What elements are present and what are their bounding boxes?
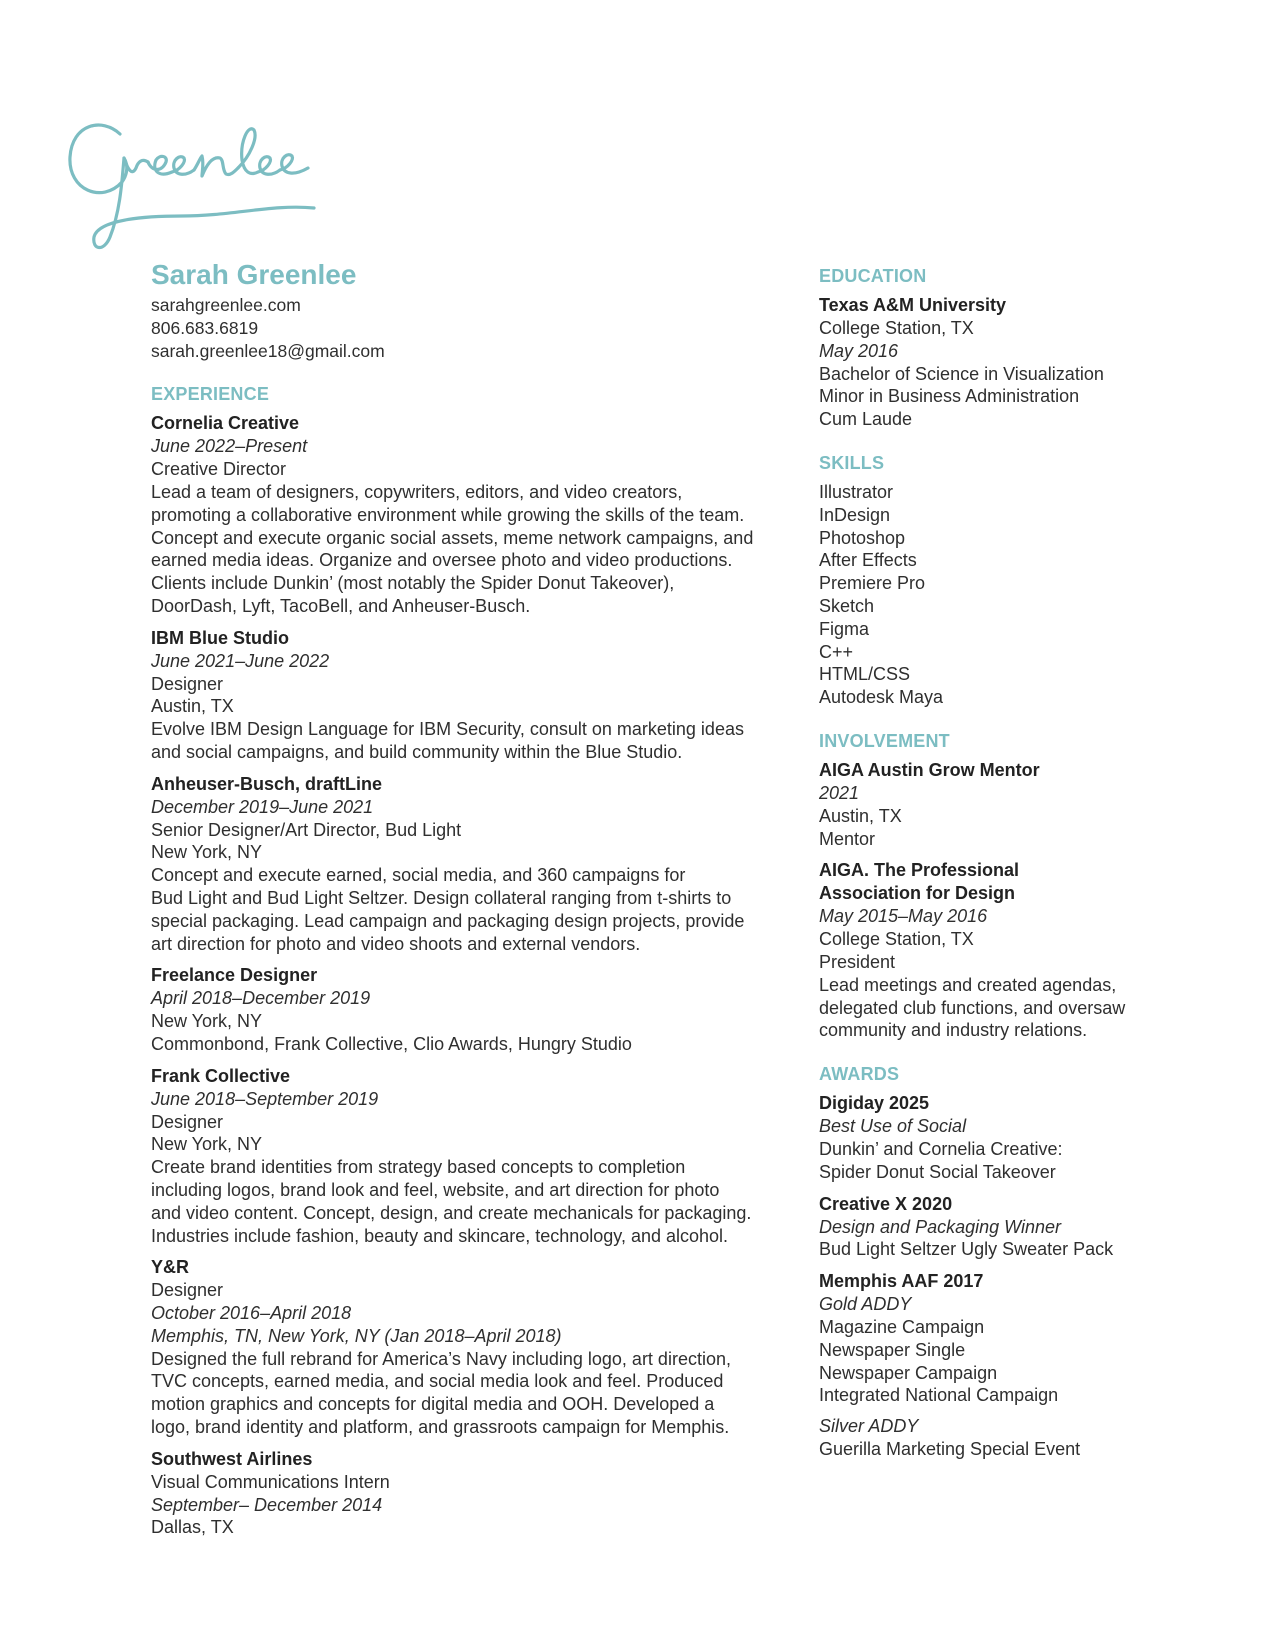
awards-heading: AWARDS bbox=[819, 1064, 900, 1085]
entry-line: C++ bbox=[819, 641, 854, 662]
education-section bbox=[819, 264, 1239, 431]
entry-line: promoting a collaborative environment while growing the skills of the team. bbox=[151, 504, 745, 525]
entry-line: Designer bbox=[151, 1280, 224, 1301]
entry-line: Newspaper Campaign bbox=[819, 1362, 998, 1383]
entry-line: Create brand identities from strategy based concepts to completion bbox=[151, 1157, 686, 1178]
entry-line: and social campaigns, and build community within the Blue Studio. bbox=[151, 741, 683, 762]
entry-line: special packaging. Lead campaign and packaging design projects, provide bbox=[151, 910, 745, 931]
entry-line: Sketch bbox=[819, 595, 875, 616]
entry-line: May 2015–May 2016 bbox=[819, 906, 988, 927]
awards-section bbox=[819, 1062, 1239, 1461]
entry-line: Newspaper Single bbox=[819, 1339, 966, 1360]
entry-line: Austin, TX bbox=[151, 696, 234, 717]
entry-line: New York, NY bbox=[151, 842, 263, 863]
skills-section bbox=[819, 451, 1239, 709]
spacer bbox=[819, 1407, 1239, 1415]
experience-section bbox=[151, 382, 811, 1539]
entry-title: IBM Blue Studio bbox=[151, 627, 289, 648]
entry-line: community and industry relations. bbox=[819, 1020, 1088, 1041]
contact-info bbox=[151, 294, 811, 362]
entry-line: Concept and execute earned, social media, and 360 campaigns for bbox=[151, 865, 686, 886]
entry-line: logo, brand identity and platform, and grassroots campaign for Memphis. bbox=[151, 1417, 730, 1438]
entry-line: Creative Director bbox=[151, 459, 287, 480]
entry-title: Digiday 2025 bbox=[819, 1093, 930, 1114]
entry-line: Memphis, TN, New York, NY (Jan 2018–April 2018) bbox=[151, 1325, 562, 1346]
experience-entry bbox=[151, 1448, 811, 1539]
experience-entry bbox=[151, 964, 811, 1055]
entry-line: New York, NY bbox=[151, 1134, 263, 1155]
entry-line: motion graphics and concepts for digital media and OOH. Developed a bbox=[151, 1394, 715, 1415]
education-entry bbox=[819, 294, 1239, 431]
entry-line: art direction for photo and video shoots and external vendors. bbox=[151, 933, 641, 954]
entry-title: Frank Collective bbox=[151, 1065, 291, 1086]
experience-heading: EXPERIENCE bbox=[151, 384, 270, 405]
website-link[interactable]: sarahgreenlee.com bbox=[151, 295, 301, 315]
entry-line: College Station, TX bbox=[819, 318, 974, 338]
email-link[interactable]: sarah.greenlee18@gmail.com bbox=[151, 340, 385, 361]
entry-line: InDesign bbox=[819, 504, 891, 525]
entry-line: Commonbond, Frank Collective, Clio Awards, Hungry Studio bbox=[151, 1033, 632, 1054]
experience-entry bbox=[151, 627, 811, 764]
entry-line: Integrated National Campaign bbox=[819, 1385, 1059, 1406]
entry-line: Dunkin’ and Cornelia Creative: bbox=[819, 1138, 1063, 1159]
entry-title: Anheuser-Busch, draftLine bbox=[151, 773, 383, 794]
entry-line: Visual Communications Intern bbox=[151, 1471, 390, 1492]
entry-title: Y&R bbox=[151, 1257, 190, 1278]
entry-title: Memphis AAF 2017 bbox=[819, 1271, 984, 1292]
entry-line: After Effects bbox=[819, 550, 917, 571]
entry-line: Figma bbox=[819, 618, 870, 639]
entry-title: Creative X 2020 bbox=[819, 1193, 953, 1214]
entry-line: June 2018–September 2019 bbox=[151, 1088, 379, 1109]
education-heading: EDUCATION bbox=[819, 266, 927, 286]
entry-line: Design and Packaging Winner bbox=[819, 1216, 1061, 1237]
left-column bbox=[151, 258, 811, 1548]
entry-line: Bud Light and Bud Light Seltzer. Design collateral ranging from t-shirts to bbox=[151, 887, 732, 908]
entry-line: TVC concepts, earned media, and social media look and feel. Produced bbox=[151, 1371, 724, 1392]
entry-line: Spider Donut Social Takeover bbox=[819, 1161, 1056, 1182]
entry-line: October 2016–April 2018 bbox=[151, 1303, 352, 1324]
entry-line: earned media ideas. Organize and oversee photo and video productions. bbox=[151, 550, 733, 571]
entry-line: Lead meetings and created agendas, bbox=[819, 974, 1117, 995]
entry-line: including logos, brand look and feel, website, and art direction for photo bbox=[151, 1179, 720, 1200]
skills-entry bbox=[819, 481, 1239, 709]
entry-line: 2021 bbox=[819, 782, 860, 803]
entry-line: Bud Light Seltzer Ugly Sweater Pack bbox=[819, 1239, 1114, 1260]
entry-line: President bbox=[819, 951, 896, 972]
entry-line: Bachelor of Science in Visualization bbox=[819, 363, 1104, 384]
experience-entry bbox=[151, 773, 811, 956]
entry-line: Mentor bbox=[819, 828, 876, 849]
entry-line: HTML/CSS bbox=[819, 664, 911, 685]
involvement-heading: INVOLVEMENT bbox=[819, 730, 950, 751]
experience-entry bbox=[151, 1065, 811, 1248]
entry-line: Dallas, TX bbox=[151, 1517, 234, 1538]
entry-title: Southwest Airlines bbox=[151, 1448, 313, 1469]
entry-line: Silver ADDY bbox=[819, 1416, 919, 1437]
entry-line: DoorDash, Lyft, TacoBell, and Anheuser-Busch. bbox=[151, 595, 531, 616]
entry-line: April 2018–December 2019 bbox=[151, 988, 371, 1009]
awards-entry bbox=[819, 1193, 1239, 1262]
greenlee-script-logo bbox=[62, 112, 337, 262]
entry-line: Photoshop bbox=[819, 527, 906, 548]
entry-line: Designer bbox=[151, 673, 224, 694]
entry-line: delegated club functions, and oversaw bbox=[819, 997, 1126, 1018]
entry-line: Senior Designer/Art Director, Bud Light bbox=[151, 819, 462, 840]
entry-line: December 2019–June 2021 bbox=[151, 796, 374, 817]
candidate-name: Sarah Greenlee bbox=[151, 259, 357, 290]
entry-line: Best Use of Social bbox=[819, 1116, 967, 1137]
awards-entry bbox=[819, 1270, 1239, 1461]
entry-line: Concept and execute organic social assets, meme network campaigns, and bbox=[151, 527, 754, 548]
entry-line: College Station, TX bbox=[819, 929, 974, 950]
awards-entry bbox=[819, 1092, 1239, 1183]
experience-entry bbox=[151, 412, 811, 617]
entry-line: Premiere Pro bbox=[819, 573, 926, 594]
entry-title: AIGA. The Professional Association for Design bbox=[819, 860, 1020, 904]
involvement-entry bbox=[819, 859, 1239, 1042]
entry-line: June 2022–Present bbox=[151, 436, 308, 457]
entry-line: Clients include Dunkin’ (most notably the Spider Donut Takeover), bbox=[151, 573, 675, 594]
involvement-section bbox=[819, 729, 1239, 1042]
entry-line: Illustrator bbox=[819, 481, 894, 502]
entry-line: New York, NY bbox=[151, 1011, 263, 1032]
entry-title: AIGA Austin Grow Mentor bbox=[819, 759, 1040, 780]
entry-line: Evolve IBM Design Language for IBM Security, consult on marketing ideas bbox=[151, 719, 744, 740]
entry-line: Minor in Business Administration bbox=[819, 386, 1080, 407]
skills-heading: SKILLS bbox=[819, 452, 885, 473]
entry-line: Cum Laude bbox=[819, 409, 913, 430]
entry-line: June 2021–June 2022 bbox=[151, 650, 330, 671]
entry-line: May 2016 bbox=[819, 340, 899, 361]
entry-line: Guerilla Marketing Special Event bbox=[819, 1438, 1081, 1459]
experience-entry bbox=[151, 1256, 811, 1439]
entry-line: Gold ADDY bbox=[819, 1294, 912, 1315]
entry-line: Designer bbox=[151, 1111, 224, 1132]
phone-number: 806.683.6819 bbox=[151, 317, 259, 338]
entry-title: Cornelia Creative bbox=[151, 413, 300, 434]
entry-line: Austin, TX bbox=[819, 805, 902, 826]
entry-title: Freelance Designer bbox=[151, 965, 318, 986]
entry-line: Lead a team of designers, copywriters, editors, and video creators, bbox=[151, 481, 683, 502]
entry-line: September– December 2014 bbox=[151, 1494, 383, 1515]
entry-line: Autodesk Maya bbox=[819, 687, 944, 708]
entry-line: and video content. Concept, design, and create mechanicals for packaging. bbox=[151, 1202, 752, 1223]
entry-title: Texas A&M University bbox=[819, 295, 1007, 315]
right-column bbox=[819, 258, 1239, 1470]
involvement-entry bbox=[819, 759, 1239, 850]
entry-line: Magazine Campaign bbox=[819, 1316, 985, 1337]
entry-line: Designed the full rebrand for America’s Navy including logo, art direction, bbox=[151, 1348, 731, 1369]
entry-line: Industries include fashion, beauty and skincare, technology, and alcohol. bbox=[151, 1225, 729, 1246]
